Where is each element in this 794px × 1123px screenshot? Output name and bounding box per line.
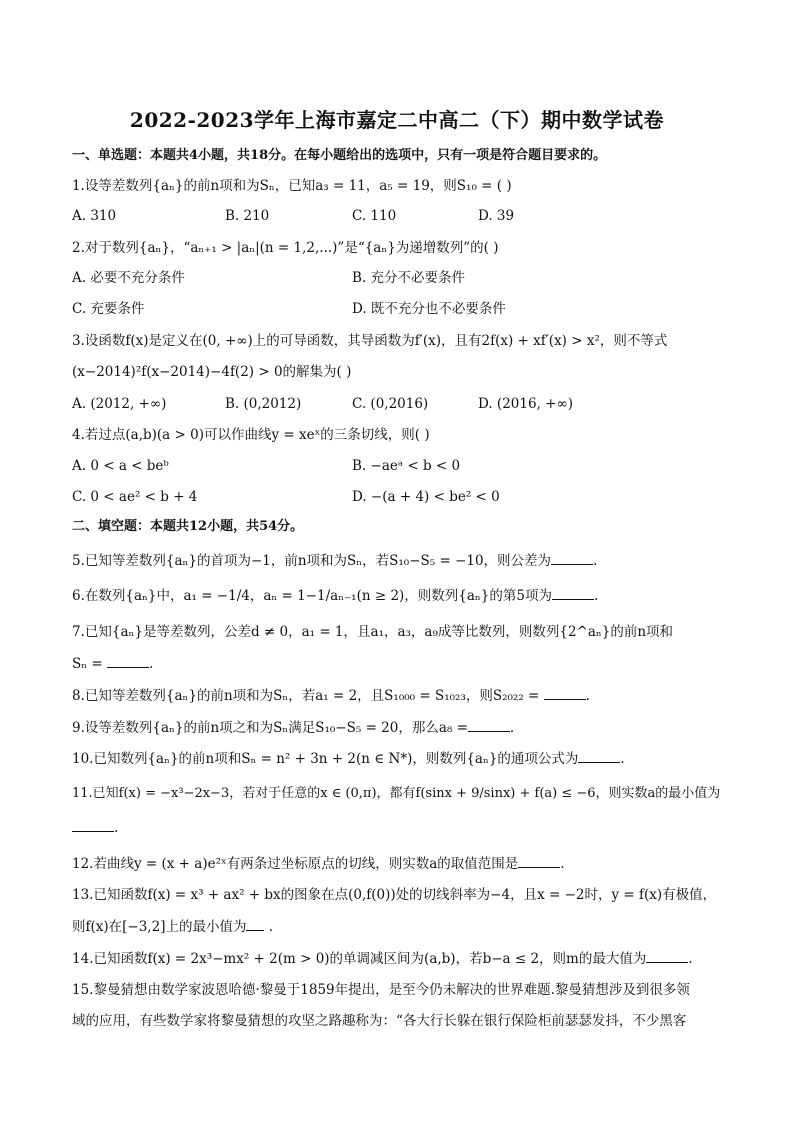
question-11-line1: 11.已知f(x) = −x³−2x−3，若对于任意的x ∈ (0,π)，都有f(sinx + 9/sinx) + f(a) ≤ −6，则实数a的最小值为 xyxy=(72,786,721,801)
question-5-text: 5.已知等差数列{aₙ}的首项为−1，前n项和为Sₙ，若S₁₀−S₅ = −10，则公差为 xyxy=(72,553,552,569)
question-5: 5.已知等差数列{aₙ}的首项为−1，前n项和为Sₙ，若S₁₀−S₅ = −10，则公差为 . xyxy=(72,550,734,571)
question-8-text: 8.已知等差数列{aₙ}的前n项和为Sₙ，若a₁ = 2，且S₁₀₀₀ = S₁₀₂₃，则S₂₀₂₂ = xyxy=(72,688,540,704)
answer-blank xyxy=(551,550,593,565)
question-8: 8.已知等差数列{aₙ}的前n项和为Sₙ，若a₁ = 2，且S₁₀₀₀ = S₁₀₂₃，则S₂₀₂₂ = . xyxy=(72,685,734,706)
question-2-option-b: B. 充分不必要条件 xyxy=(352,270,466,286)
answer-blank xyxy=(578,748,620,763)
question-2-option-a: A. 必要不充分条件 xyxy=(72,270,185,286)
answer-blank xyxy=(544,685,586,700)
question-2-option-c: C. 充要条件 xyxy=(72,301,145,317)
question-1-option-a: A. 310 xyxy=(72,208,117,224)
question-9-text: 9.设等差数列{aₙ}的前n项之和为Sₙ满足S₁₀−S₅ = 20，那么a₈ = xyxy=(72,720,468,736)
question-1-option-b: B. 210 xyxy=(225,208,270,224)
question-6-text: 6.在数列{aₙ}中，a₁ = −1/4，aₙ = 1−1/aₙ₋₁(n ≥ 2)，则数列{aₙ}的第5项为 xyxy=(72,588,552,604)
question-7-text: Sₙ = xyxy=(72,656,103,672)
section-fill-in: 二、填空题：本题共12小题，共54分。 xyxy=(72,519,304,534)
question-4-stem: 4.若过点(a,b)(a > 0)可以作曲线y = xeˣ的三条切线，则( ) xyxy=(72,427,430,443)
question-3-option-b: B. (0,2012) xyxy=(225,396,302,412)
question-9: 9.设等差数列{aₙ}的前n项之和为Sₙ满足S₁₀−S₅ = 20，那么a₈ = . xyxy=(72,717,734,738)
answer-blank xyxy=(107,653,149,668)
question-14: 14.已知函数f(x) = 2x³−mx² + 2(m > 0)的单调减区间为(a,b)，若b−a ≤ 2，则m的最大值为 . xyxy=(72,948,734,969)
question-12-text: 12.若曲线y = (x + a)e²ˣ有两条过坐标原点的切线，则实数a的取值范围是 xyxy=(72,856,519,872)
question-3-stem-line1: 3.设函数f(x)是定义在(0, +∞)上的可导函数，其导函数为f′(x)，且有2f(x) + xf′(x) > x²，则不等式 xyxy=(72,333,668,349)
question-10-text: 10.已知数列{aₙ}的前n项和Sₙ = n² + 3n + 2(n ∈ N*)，则数列{aₙ}的通项公式为 xyxy=(72,751,579,767)
question-7-line1: 7.已知{aₙ}是等差数列，公差d ≠ 0，a₁ = 1，且a₁，a₃，a₉成等比数列，则数列{2^aₙ}的前n项和 xyxy=(72,624,674,640)
exam-title: 2022-2023学年上海市嘉定二中高二（下）期中数学试卷 xyxy=(129,108,665,132)
answer-blank xyxy=(518,853,560,868)
question-15-line2: 域的应用，有些数学家将黎曼猜想的攻坚之路趣称为：“各大行长躲在银行保险柜前瑟瑟发抖，不少黑客 xyxy=(72,1013,687,1029)
question-13-line2: 则f(x)在[−3,2]上的最小值为 . xyxy=(72,916,734,937)
answer-blank xyxy=(468,717,510,732)
question-3-stem-line2: (x−2014)²f(x−2014)−4f(2) > 0的解集为( ) xyxy=(72,364,352,380)
answer-blank xyxy=(246,916,264,931)
question-2-option-d: D. 既不充分也不必要条件 xyxy=(352,301,506,317)
question-13-text: 则f(x)在[−3,2]上的最小值为 xyxy=(72,919,247,935)
question-10: 10.已知数列{aₙ}的前n项和Sₙ = n² + 3n + 2(n ∈ N*)，则数列{aₙ}的通项公式为 . xyxy=(72,748,734,769)
question-4-option-d: D. −(a + 4) < be² < 0 xyxy=(352,489,500,505)
question-6: 6.在数列{aₙ}中，a₁ = −1/4，aₙ = 1−1/aₙ₋₁(n ≥ 2)，则数列{aₙ}的第5项为 . xyxy=(72,585,734,606)
question-7-line2: Sₙ = . xyxy=(72,653,734,674)
question-15-line1: 15.黎曼猜想由数学家波恩哈德·黎曼于1859年提出，是至今仍未解决的世界难题.黎曼猜想涉及到很多领 xyxy=(72,982,690,998)
question-1-option-c: C. 110 xyxy=(352,208,397,224)
question-3-option-d: D. (2016, +∞) xyxy=(478,396,573,412)
question-1-stem: 1.设等差数列{aₙ}的前n项和为Sₙ，已知a₃ = 11，a₅ = 19，则S₁₀ = ( ) xyxy=(72,178,512,194)
question-4-option-b: B. −aeᵃ < b < 0 xyxy=(352,458,461,474)
section-single-choice: 一、单选题：本题共4小题，共18分。在每小题给出的选项中，只有一项是符合题目要求的。 xyxy=(72,148,607,163)
question-1-option-d: D. 39 xyxy=(478,208,515,224)
question-12: 12.若曲线y = (x + a)e²ˣ有两条过坐标原点的切线，则实数a的取值范围是 . xyxy=(72,853,734,874)
question-3-option-c: C. (0,2016) xyxy=(352,396,429,412)
answer-blank xyxy=(552,585,594,600)
question-4-option-a: A. 0 < a < beᵇ xyxy=(72,458,169,474)
answer-blank xyxy=(72,817,114,832)
question-3-option-a: A. (2012, +∞) xyxy=(72,396,167,412)
question-2-stem: 2.对于数列{aₙ}，“aₙ₊₁ > |aₙ|(n = 1,2,...)”是“{aₙ}为递增数列”的( ) xyxy=(72,240,499,256)
question-4-option-c: C. 0 < ae² < b + 4 xyxy=(72,489,198,505)
answer-blank xyxy=(646,948,688,963)
question-13-line1: 13.已知函数f(x) = x³ + ax² + bx的图象在点(0,f(0))处的切线斜率为−4，且x = −2时，y = f(x)有极值， xyxy=(72,887,717,903)
question-14-text: 14.已知函数f(x) = 2x³−mx² + 2(m > 0)的单调减区间为(a,b)，若b−a ≤ 2，则m的最大值为 xyxy=(72,951,647,967)
question-11-line2: . xyxy=(72,817,734,838)
